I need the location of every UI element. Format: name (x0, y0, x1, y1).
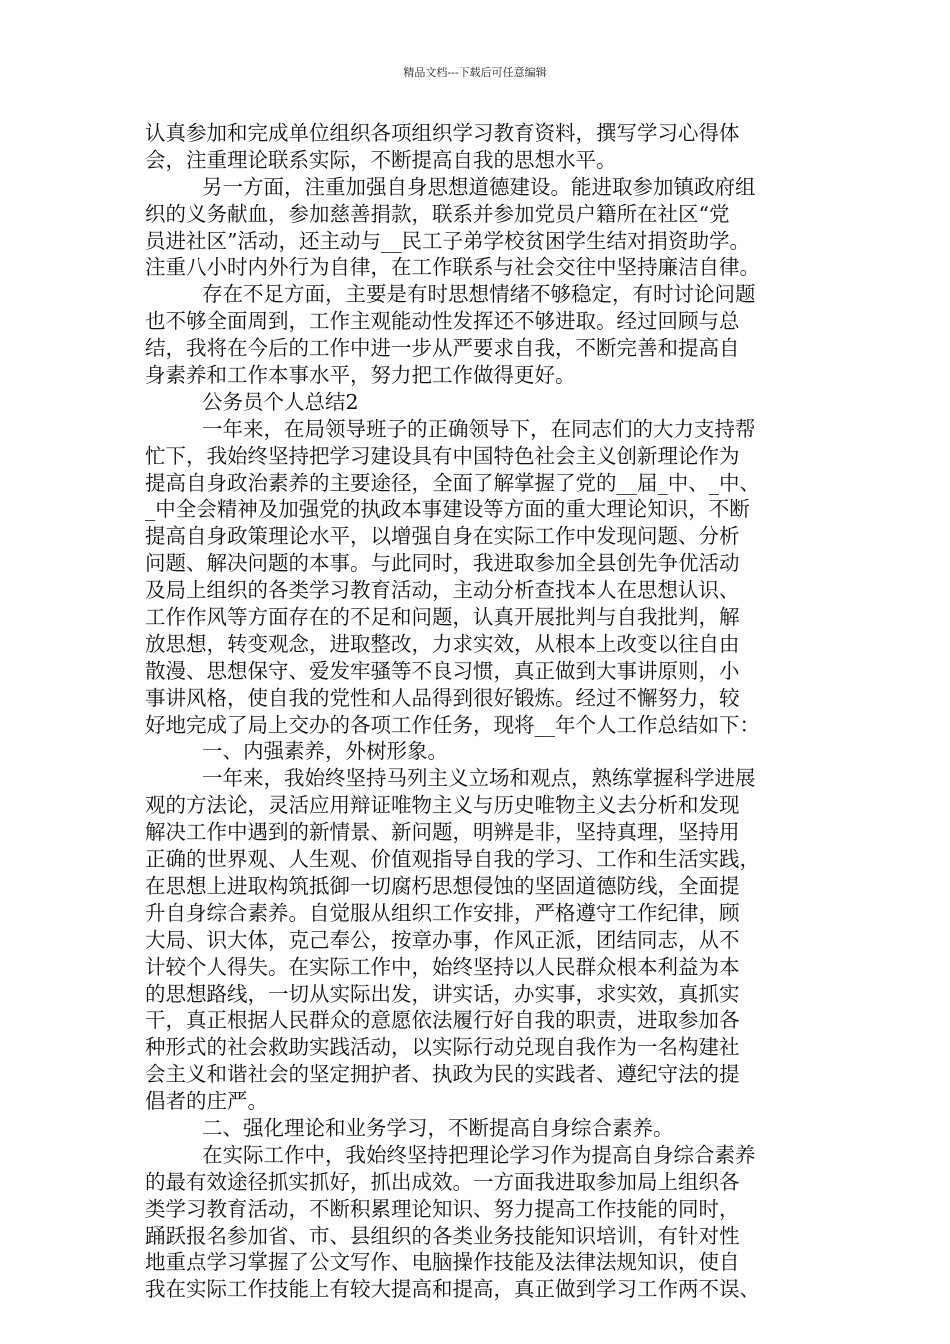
text-line: 公务员个人总结2 (202, 389, 359, 414)
text-line: 结，我将在今后的工作中进一步从严要求自我，不断完善和提高自 (145, 336, 740, 361)
text-line: 另一方面，注重加强自身思想道德建设。能进取参加镇政府组 (202, 174, 756, 199)
text-line: 种形式的社会救助实践活动，以实际行动兑现自我作为一名构建社 (145, 1035, 740, 1060)
text-line: 计较个人得失。在实际工作中，始终坚持以人民群众根本利益为本 (145, 954, 740, 979)
text-line: 我在实际工作技能上有较大提高和提高，真正做到学习工作两不误、 (145, 1277, 760, 1302)
text-line: 工作作风等方面存在的不足和问题，认真开展批判与自我批判，解 (145, 605, 740, 630)
text-line: 一、内强素养，外树形象。 (202, 739, 448, 764)
text-line: 干，真正根据人民群众的意愿依法履行好自我的职责，进取参加各 (145, 1008, 740, 1033)
text-line: 好地完成了局上交办的各项工作任务，现将__年个人工作总结如下： (145, 712, 760, 737)
text-line: 二、强化理论和业务学习，不断提高自身综合素养。 (202, 1115, 674, 1140)
text-line: 地重点学习掌握了公文写作、电脑操作技能及法律法规知识，使自 (145, 1250, 740, 1275)
text-line: 升自身综合素养。自觉服从组织工作安排，严格遵守工作纪律，顾 (145, 900, 740, 925)
text-line: 散漫、思想保守、爱发牢骚等不良习惯，真正做到大事讲原则，小 (145, 658, 740, 683)
text-line: 解决工作中遇到的新情景、新问题，明辨是非，坚持真理，坚持用 (145, 820, 740, 845)
text-line: _中全会精神及加强党的执政本事建设等方面的重大理论知识，不断 (145, 497, 750, 522)
text-line: 及局上组织的各类学习教育活动，主动分析查找本人在思想认识、 (145, 578, 740, 603)
text-line: 员进社区”活动，还主动与__民工子弟学校贫困学生结对捐资助学。 (145, 228, 750, 253)
text-line: 一年来，在局领导班子的正确领导下，在同志们的大力支持帮 (202, 416, 756, 441)
text-line: 会主义和谐社会的坚定拥护者、执政为民的实践者、遵纪守法的提 (145, 1062, 740, 1087)
text-line: 在思想上进取构筑抵御一切腐朽思想侵蚀的坚固道德防线，全面提 (145, 873, 740, 898)
text-line: 也不够全面周到，工作主观能动性发挥还不够进取。经过回顾与总 (145, 309, 740, 334)
text-line: 身素养和工作本事水平，努力把工作做得更好。 (145, 363, 576, 388)
text-line: 提高自身政治素养的主要途径，全面了解掌握了党的__届_中、_中、 (145, 470, 760, 495)
text-line: 观的方法论，灵活应用辩证唯物主义与历史唯物主义去分析和发现 (145, 793, 740, 818)
text-line: 织的义务献血，参加慈善捐款，联系并参加党员户籍所在社区“党 (145, 201, 730, 226)
text-line: 存在不足方面，主要是有时思想情绪不够稳定，有时讨论问题 (202, 282, 756, 307)
text-line: 类学习教育活动，不断积累理论知识、努力提高工作技能的同时， (145, 1196, 740, 1221)
text-line: 注重八小时内外行为自律，在工作联系与社会交往中坚持廉洁自律。 (145, 255, 760, 280)
text-line: 忙下，我始终坚持把学习建设具有中国特色社会主义创新理论作为 (145, 443, 740, 468)
text-line: 的思想路线，一切从实际出发，讲实话，办实事，求实效，真抓实 (145, 981, 740, 1006)
text-line: 的最有效途径抓实抓好，抓出成效。一方面我进取参加局上组织各 (145, 1169, 740, 1194)
text-line: 踊跃报名参加省、市、县组织的各类业务技能知识培训，有针对性 (145, 1223, 740, 1248)
text-line: 倡者的庄严。 (145, 1089, 268, 1114)
text-line: 大局、识大体，克己奉公，按章办事，作风正派，团结同志，从不 (145, 927, 740, 952)
text-line: 正确的世界观、人生观、价值观指导自我的学习、工作和生活实践， (145, 847, 760, 872)
text-line: 认真参加和完成单位组织各项组织学习教育资料，撰写学习心得体 (145, 121, 740, 145)
document-body (145, 120, 805, 1303)
text-line: 放思想，转变观念，进取整改，力求实效，从根本上改变以往自由 (145, 631, 740, 656)
text-line: 事讲风格，使自我的党性和人品得到很好锻炼。经过不懈努力，较 (145, 685, 740, 710)
text-line: 一年来，我始终坚持马列主义立场和观点，熟练掌握科学进展 (202, 766, 756, 791)
page-header (0, 66, 950, 80)
text-line: 问题、解决问题的本事。与此同时，我进取参加全县创先争优活动 (145, 551, 740, 576)
text-line: 提高自身政策理论水平，以增强自身在实际工作中发现问题、分析 (145, 524, 740, 549)
text-line: 在实际工作中，我始终坚持把理论学习作为提高自身综合素养 (202, 1142, 756, 1167)
text-line: 会，注重理论联系实际，不断提高自我的思想水平。 (145, 147, 617, 172)
header-text: 精品文档---下载后可任意编辑 (403, 66, 547, 79)
